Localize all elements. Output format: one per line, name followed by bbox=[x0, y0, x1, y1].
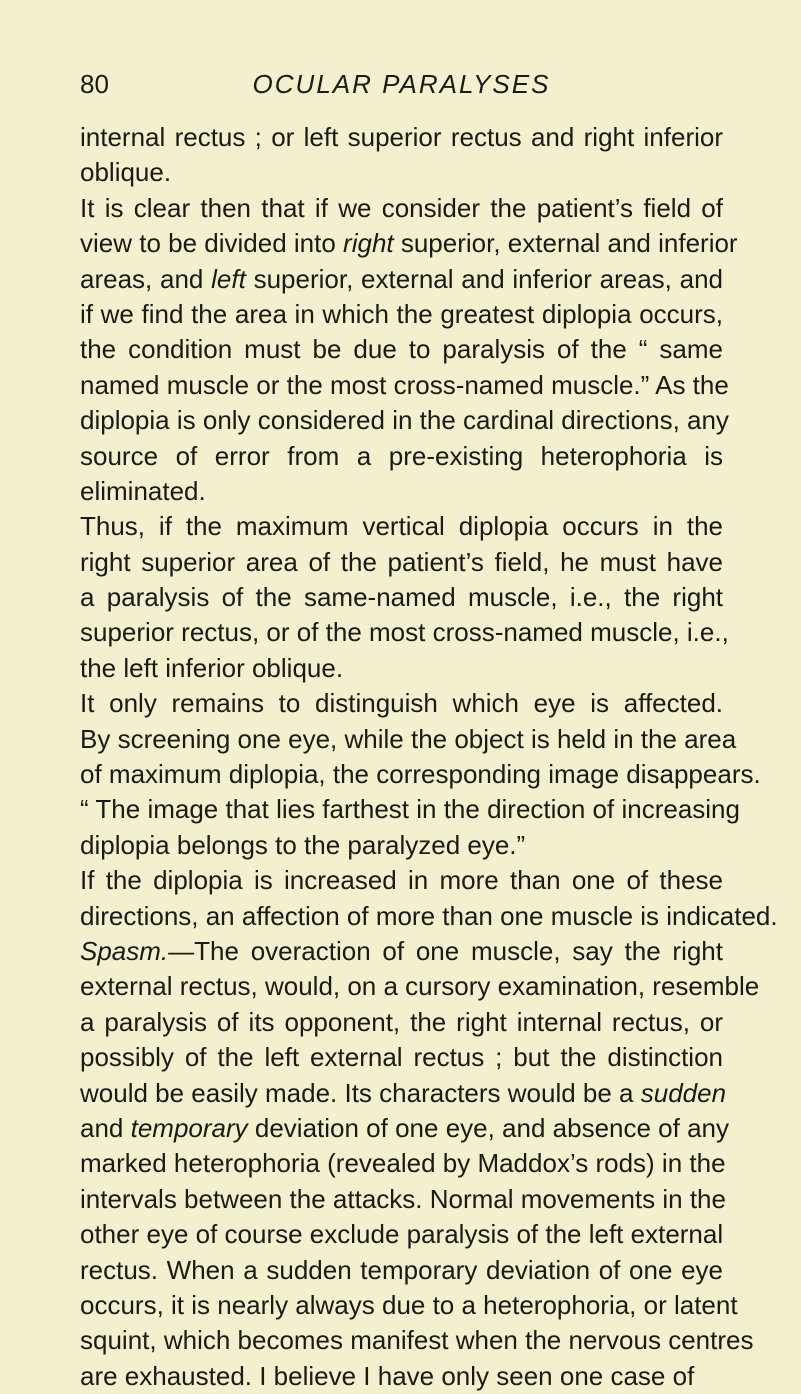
body-text bbox=[80, 120, 778, 1394]
text-line: named muscle or the most cross-named muscle.” As the bbox=[80, 369, 729, 400]
text-line: superior rectus, or of the most cross-named muscle, i.e., bbox=[80, 617, 729, 648]
text-line: would be easily made. Its characters would be a sudden bbox=[80, 1077, 727, 1108]
text-line: oblique. bbox=[80, 157, 172, 188]
running-head bbox=[80, 66, 723, 102]
text-line: view to be divided into right superior, external and inferior bbox=[80, 228, 738, 259]
text-line: It is clear then that if we consider the patient’s field of bbox=[80, 192, 723, 223]
running-title: OCULAR PARALYSES bbox=[252, 69, 551, 99]
text-line: are exhausted. I believe I have only seen one case of bbox=[80, 1360, 695, 1391]
text-line: other eye of course exclude paralysis of the left external bbox=[80, 1219, 724, 1250]
text-line: a paralysis of the same-named muscle, i.e., the right bbox=[80, 582, 723, 613]
text-line: “ The image that lies farthest in the direction of increasing bbox=[80, 794, 740, 825]
text-line: By screening one eye, while the object is held in the area bbox=[80, 723, 737, 754]
text-line: Thus, if the maximum vertical diplopia occurs in the bbox=[80, 511, 723, 542]
text-line: eliminated. bbox=[80, 475, 206, 506]
text-line: Spasm.—The overaction of one muscle, say the right bbox=[80, 935, 723, 966]
text-line: a paralysis of its opponent, the right internal rectus, or bbox=[80, 1006, 723, 1037]
text-line: rectus. When a sudden temporary deviation of one eye bbox=[80, 1254, 723, 1285]
text-line: the condition must be due to paralysis of the “ same bbox=[80, 334, 723, 365]
text-line: occurs, it is nearly always due to a heterophoria, or latent bbox=[80, 1289, 738, 1320]
text-line: It only remains to distinguish which eye is affected. bbox=[80, 688, 723, 719]
text-line: diplopia is only considered in the cardinal directions, any bbox=[80, 405, 729, 436]
text-line: diplopia belongs to the paralyzed eye.” bbox=[80, 829, 526, 860]
text-line: areas, and left superior, external and inferior areas, and bbox=[80, 263, 724, 294]
text-line: the left inferior oblique. bbox=[80, 652, 344, 683]
text-line: external rectus, would, on a cursory examination, resemble bbox=[80, 971, 760, 1002]
text-line: if we find the area in which the greatest diplopia occurs, bbox=[80, 298, 723, 329]
text-line: right superior area of the patient’s field, he must have bbox=[80, 546, 723, 577]
text-line: directions, an affection of more than one muscle is indicated. bbox=[80, 900, 778, 931]
text-line: internal rectus ; or left superior rectus and right inferior bbox=[80, 122, 723, 152]
page-number: 80 bbox=[80, 69, 109, 99]
text-line: and temporary deviation of one eye, and absence of any bbox=[80, 1112, 730, 1143]
text-line: possibly of the left external rectus ; but the distinction bbox=[80, 1042, 723, 1073]
text-line: intervals between the attacks. Normal movements in the bbox=[80, 1183, 726, 1214]
text-line: of maximum diplopia, the corresponding image disappears. bbox=[80, 759, 761, 790]
text-line: source of error from a pre-existing heterophoria is bbox=[80, 440, 723, 471]
text-line: If the diplopia is increased in more than one of these bbox=[80, 865, 723, 896]
text-line: marked heterophoria (revealed by Maddox’s rods) in the bbox=[80, 1148, 726, 1179]
text-line: squint, which becomes manifest when the nervous centres bbox=[80, 1325, 754, 1356]
